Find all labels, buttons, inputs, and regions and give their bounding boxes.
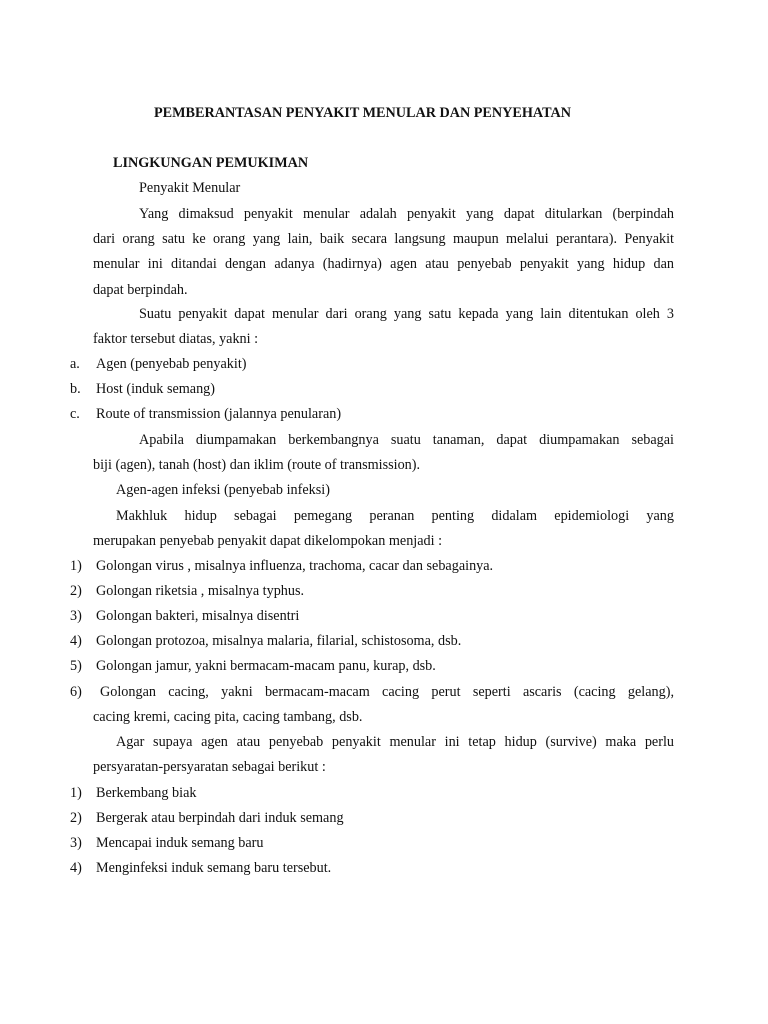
paragraph-4-line-1: Makhluk hidup sebagai pemegang peranan penting didalam epidemiologi yang xyxy=(116,508,674,524)
list-item: Route of transmission (jalannya penularan) xyxy=(96,406,342,422)
list-marker: 4) xyxy=(70,633,82,649)
paragraph-5-line-2: persyaratan-persyaratan sebagai berikut : xyxy=(93,759,326,775)
list-marker: 6) xyxy=(70,684,82,700)
list-marker: 3) xyxy=(70,835,82,851)
paragraph-1-line-1: Yang dimaksud penyakit menular adalah penyakit yang dapat ditularkan (berpindah xyxy=(139,206,674,222)
list-marker: 4) xyxy=(70,860,82,876)
list-marker: 1) xyxy=(70,785,82,801)
list-item: Golongan cacing, yakni bermacam-macam cacing perut seperti ascaris (cacing gelang), xyxy=(100,684,674,700)
list-marker: c. xyxy=(70,406,80,422)
list-item: Golongan jamur, yakni bermacam-macam panu, kurap, dsb. xyxy=(96,658,436,674)
document-title-line-2: LINGKUNGAN PEMUKIMAN xyxy=(113,155,309,171)
paragraph-1-line-2: dari orang satu ke orang yang lain, baik secara langsung maupun melalui perantara). Penyakit xyxy=(93,231,674,247)
subheading-penyakit-menular: Penyakit Menular xyxy=(139,180,241,196)
list-item: Host (induk semang) xyxy=(96,381,216,397)
list-marker: 1) xyxy=(70,558,82,574)
list-item: Bergerak atau berpindah dari induk semang xyxy=(96,810,344,826)
list-item: Golongan protozoa, misalnya malaria, filarial, schistosoma, dsb. xyxy=(96,633,462,649)
paragraph-5-line-1: Agar supaya agen atau penyebab penyakit menular ini tetap hidup (survive) maka perlu xyxy=(116,734,674,750)
paragraph-3-line-1: Apabila diumpamakan berkembangnya suatu tanaman, dapat diumpamakan sebagai xyxy=(139,432,674,448)
list-item: Golongan bakteri, misalnya disentri xyxy=(96,608,300,624)
list-item-continuation: cacing kremi, cacing pita, cacing tambang, dsb. xyxy=(93,709,363,725)
list-item: Mencapai induk semang baru xyxy=(96,835,264,851)
paragraph-1-line-3: menular ini ditandai dengan adanya (hadirnya) agen atau penyebab penyakit yang hidup dan xyxy=(93,256,674,272)
paragraph-1-line-4: dapat berpindah. xyxy=(93,282,188,298)
subheading-agen-infeksi: Agen-agen infeksi (penyebab infeksi) xyxy=(116,482,330,498)
list-item: Agen (penyebab penyakit) xyxy=(96,356,247,372)
list-item: Berkembang biak xyxy=(96,785,197,801)
document-title-line-1: PEMBERANTASAN PENYAKIT MENULAR DAN PENYEHATAN xyxy=(154,105,571,121)
list-item: Golongan virus , misalnya influenza, trachoma, cacar dan sebagainya. xyxy=(96,558,494,574)
list-marker: 2) xyxy=(70,810,82,826)
paragraph-4-line-2: merupakan penyebab penyakit dapat dikelompokan menjadi : xyxy=(93,533,443,549)
list-marker: b. xyxy=(70,381,81,397)
paragraph-2-line-2: faktor tersebut diatas, yakni : xyxy=(93,331,259,347)
list-item: Golongan riketsia , misalnya typhus. xyxy=(96,583,305,599)
list-marker: a. xyxy=(70,356,80,372)
list-item: Menginfeksi induk semang baru tersebut. xyxy=(96,860,332,876)
list-marker: 3) xyxy=(70,608,82,624)
list-marker: 2) xyxy=(70,583,82,599)
list-marker: 5) xyxy=(70,658,82,674)
paragraph-3-line-2: biji (agen), tanah (host) dan iklim (route of transmission). xyxy=(93,457,421,473)
paragraph-2-line-1: Suatu penyakit dapat menular dari orang yang satu kepada yang lain ditentukan oleh 3 xyxy=(139,306,674,322)
